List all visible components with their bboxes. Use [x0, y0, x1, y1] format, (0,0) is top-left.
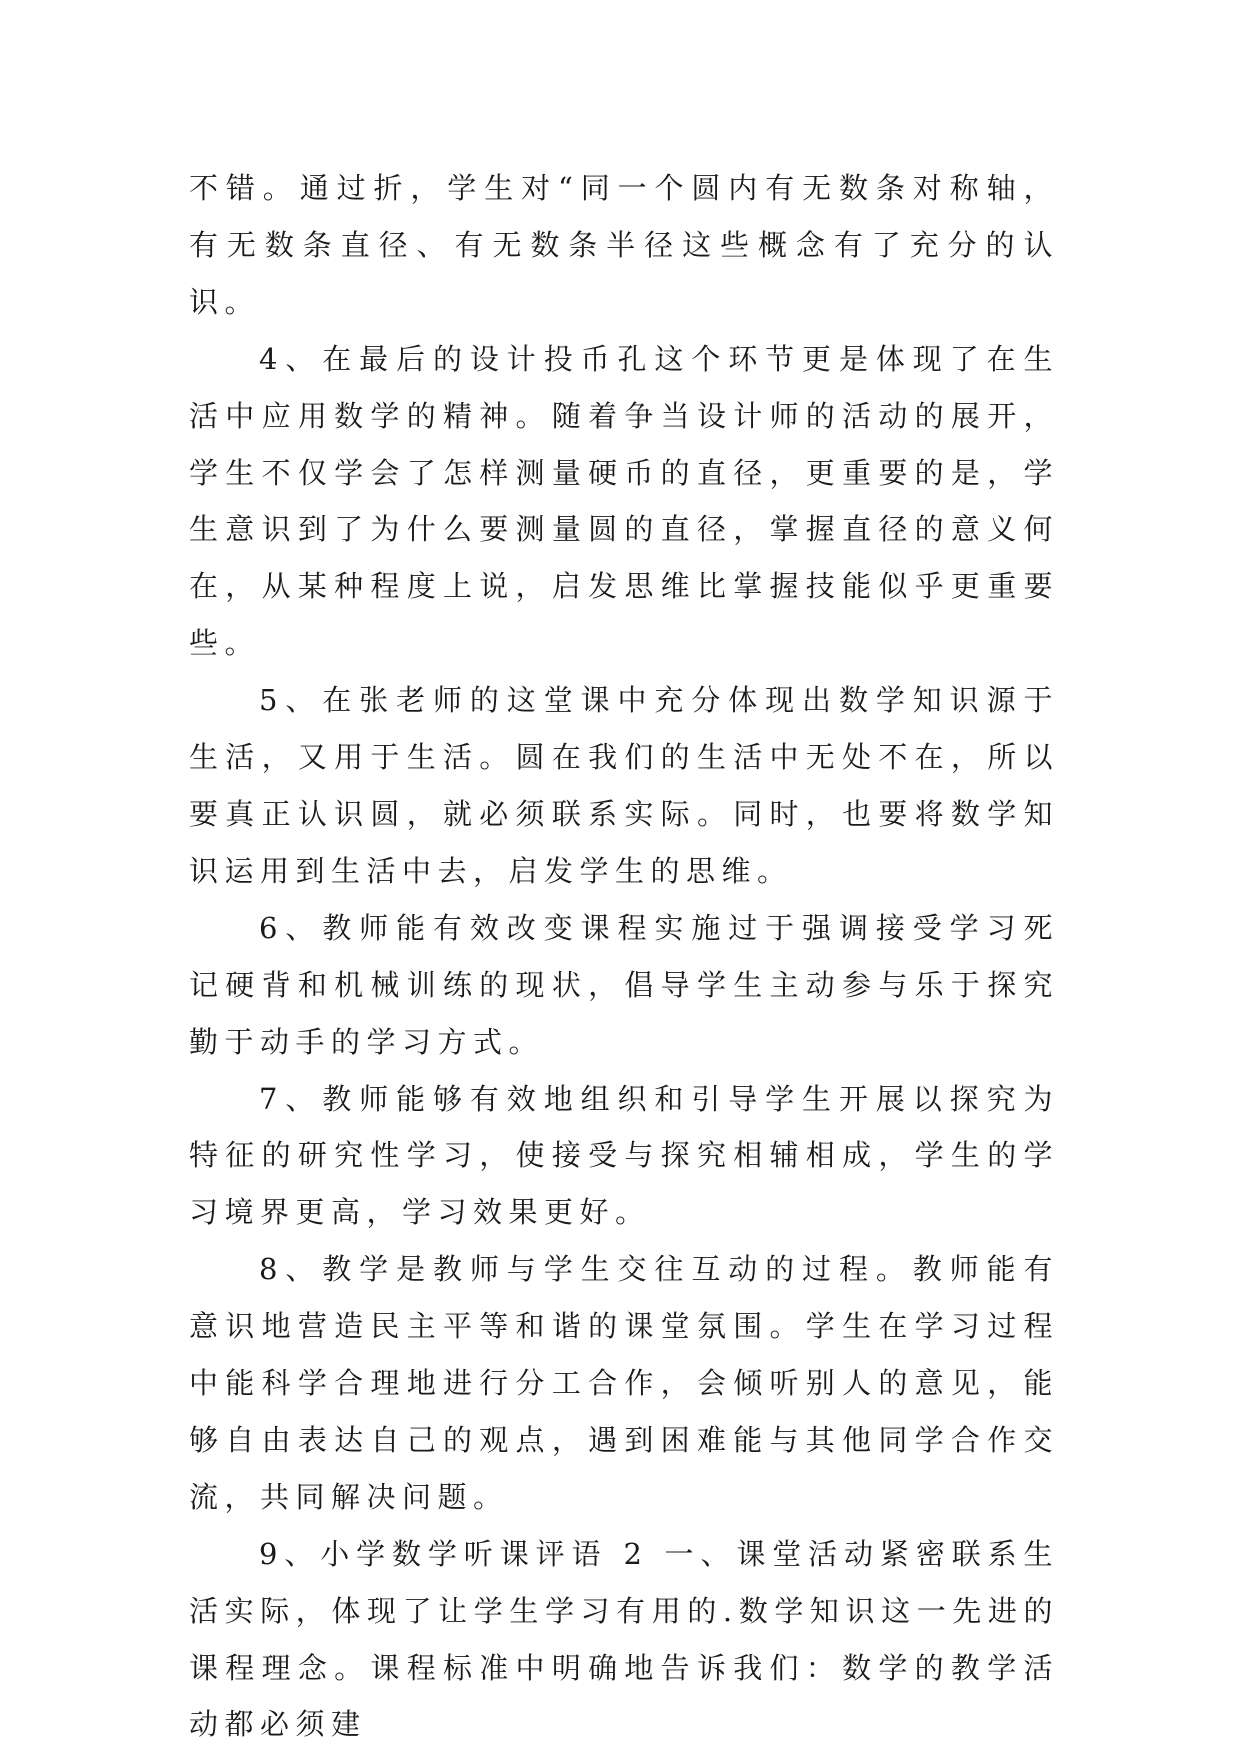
paragraph-item-7: 7、教师能够有效地组织和引导学生开展以探究为特征的研究性学习，使接受与探究相辅相成，学生的学习境界更高，学习效果更好。 [189, 1081, 1059, 1230]
paragraph-item-5: 5、在张老师的这堂课中充分体现出数学知识源于生活，又用于生活。圆在我们的生活中无处不在，所以要真正认识圆，就必须联系实际。同时，也要将数学知识运用到生活中去，启发学生的思维。 [189, 683, 1059, 888]
paragraph-item-4: 4、在最后的设计投币孔这个环节更是体现了在生活中应用数学的精神。随着争当设计师的活动的展开，学生不仅学会了怎样测量硬币的直径，更重要的是，学生意识到了为什么要测量圆的直径，掌握直径的意义何在，从某种程度上说，启发思维比掌握技能似乎更重要些。 [189, 341, 1059, 661]
document-body [189, 160, 1059, 1753]
paragraph-item-8: 8、教学是教师与学生交往互动的过程。教师能有意识地营造民主平等和谐的课堂氛围。学生在学习过程中能科学合理地进行分工合作，会倾听别人的意见，能够自由表达自己的观点，遇到困难能与其他同学合作交流，共同解决问题。 [189, 1252, 1059, 1514]
paragraph-item-6: 6、教师能有效改变课程实施过于强调接受学习死记硬背和机械训练的现状，倡导学生主动参与乐于探究勤于动手的学习方式。 [189, 910, 1059, 1059]
paragraph-continuation: 不错。通过折，学生对“同一个圆内有无数条对称轴，有无数条直径、有无数条半径这些概念有了充分的认识。 [189, 171, 1059, 319]
paragraph-item-9: 9、小学数学听课评语 2 一、课堂活动紧密联系生活实际，体现了让学生学习有用的.数学知识这一先进的课程理念。课程标准中明确地告诉我们：数学的教学活动都必须建 [189, 1536, 1059, 1742]
